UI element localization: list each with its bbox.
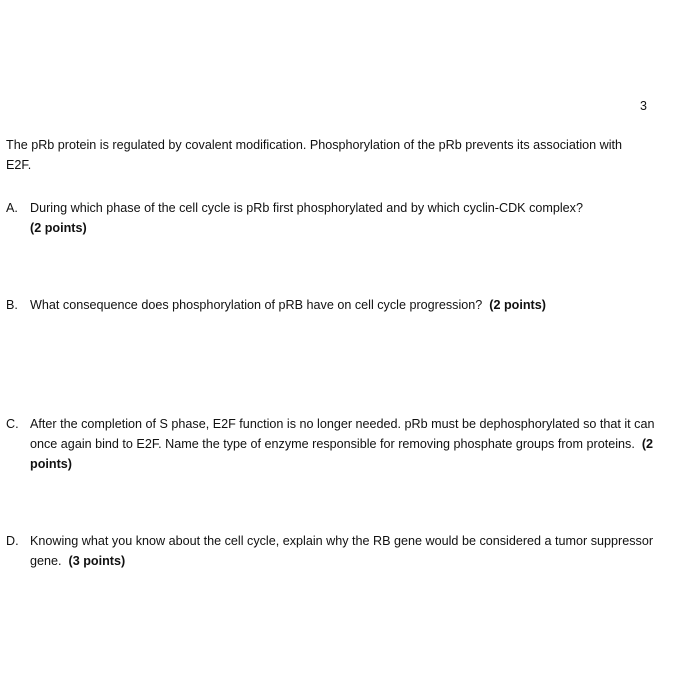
question-a [6, 198, 676, 238]
question-c-letter: C. [6, 417, 19, 431]
question-a-letter: A. [6, 201, 18, 215]
question-a-points: (2 points) [30, 221, 87, 235]
question-b-points: (2 points) [489, 298, 546, 312]
question-c-points: (2 points) [30, 437, 654, 471]
intro-paragraph: The pRb protein is regulated by covalent modification. Phosphorylation of the pRb prevents its association with E2F. [6, 138, 623, 172]
question-b-text: What consequence does phosphorylation of pRB have on cell cycle progression? [30, 298, 483, 312]
page-number: 3 [640, 99, 647, 113]
question-c [6, 414, 676, 474]
question-d-points: (3 points) [68, 554, 126, 568]
question-a-text: During which phase of the cell cycle is pRb first phosphorylated and by which cyclin-CDK complex? [30, 201, 583, 215]
question-d-text: Knowing what you know about the cell cycle, explain why the RB gene would be considered a tumor suppressor gene. [30, 534, 654, 568]
question-c-text: After the completion of S phase, E2F function is no longer needed. pRb must be dephosphorylated so that it can once again bind to E2F. Name the type of enzyme responsible for removing phosphate groups from proteins. [30, 417, 655, 451]
question-d [6, 531, 676, 571]
question-b [6, 295, 676, 315]
question-d-letter: D. [6, 534, 19, 548]
question-b-letter: B. [6, 298, 18, 312]
